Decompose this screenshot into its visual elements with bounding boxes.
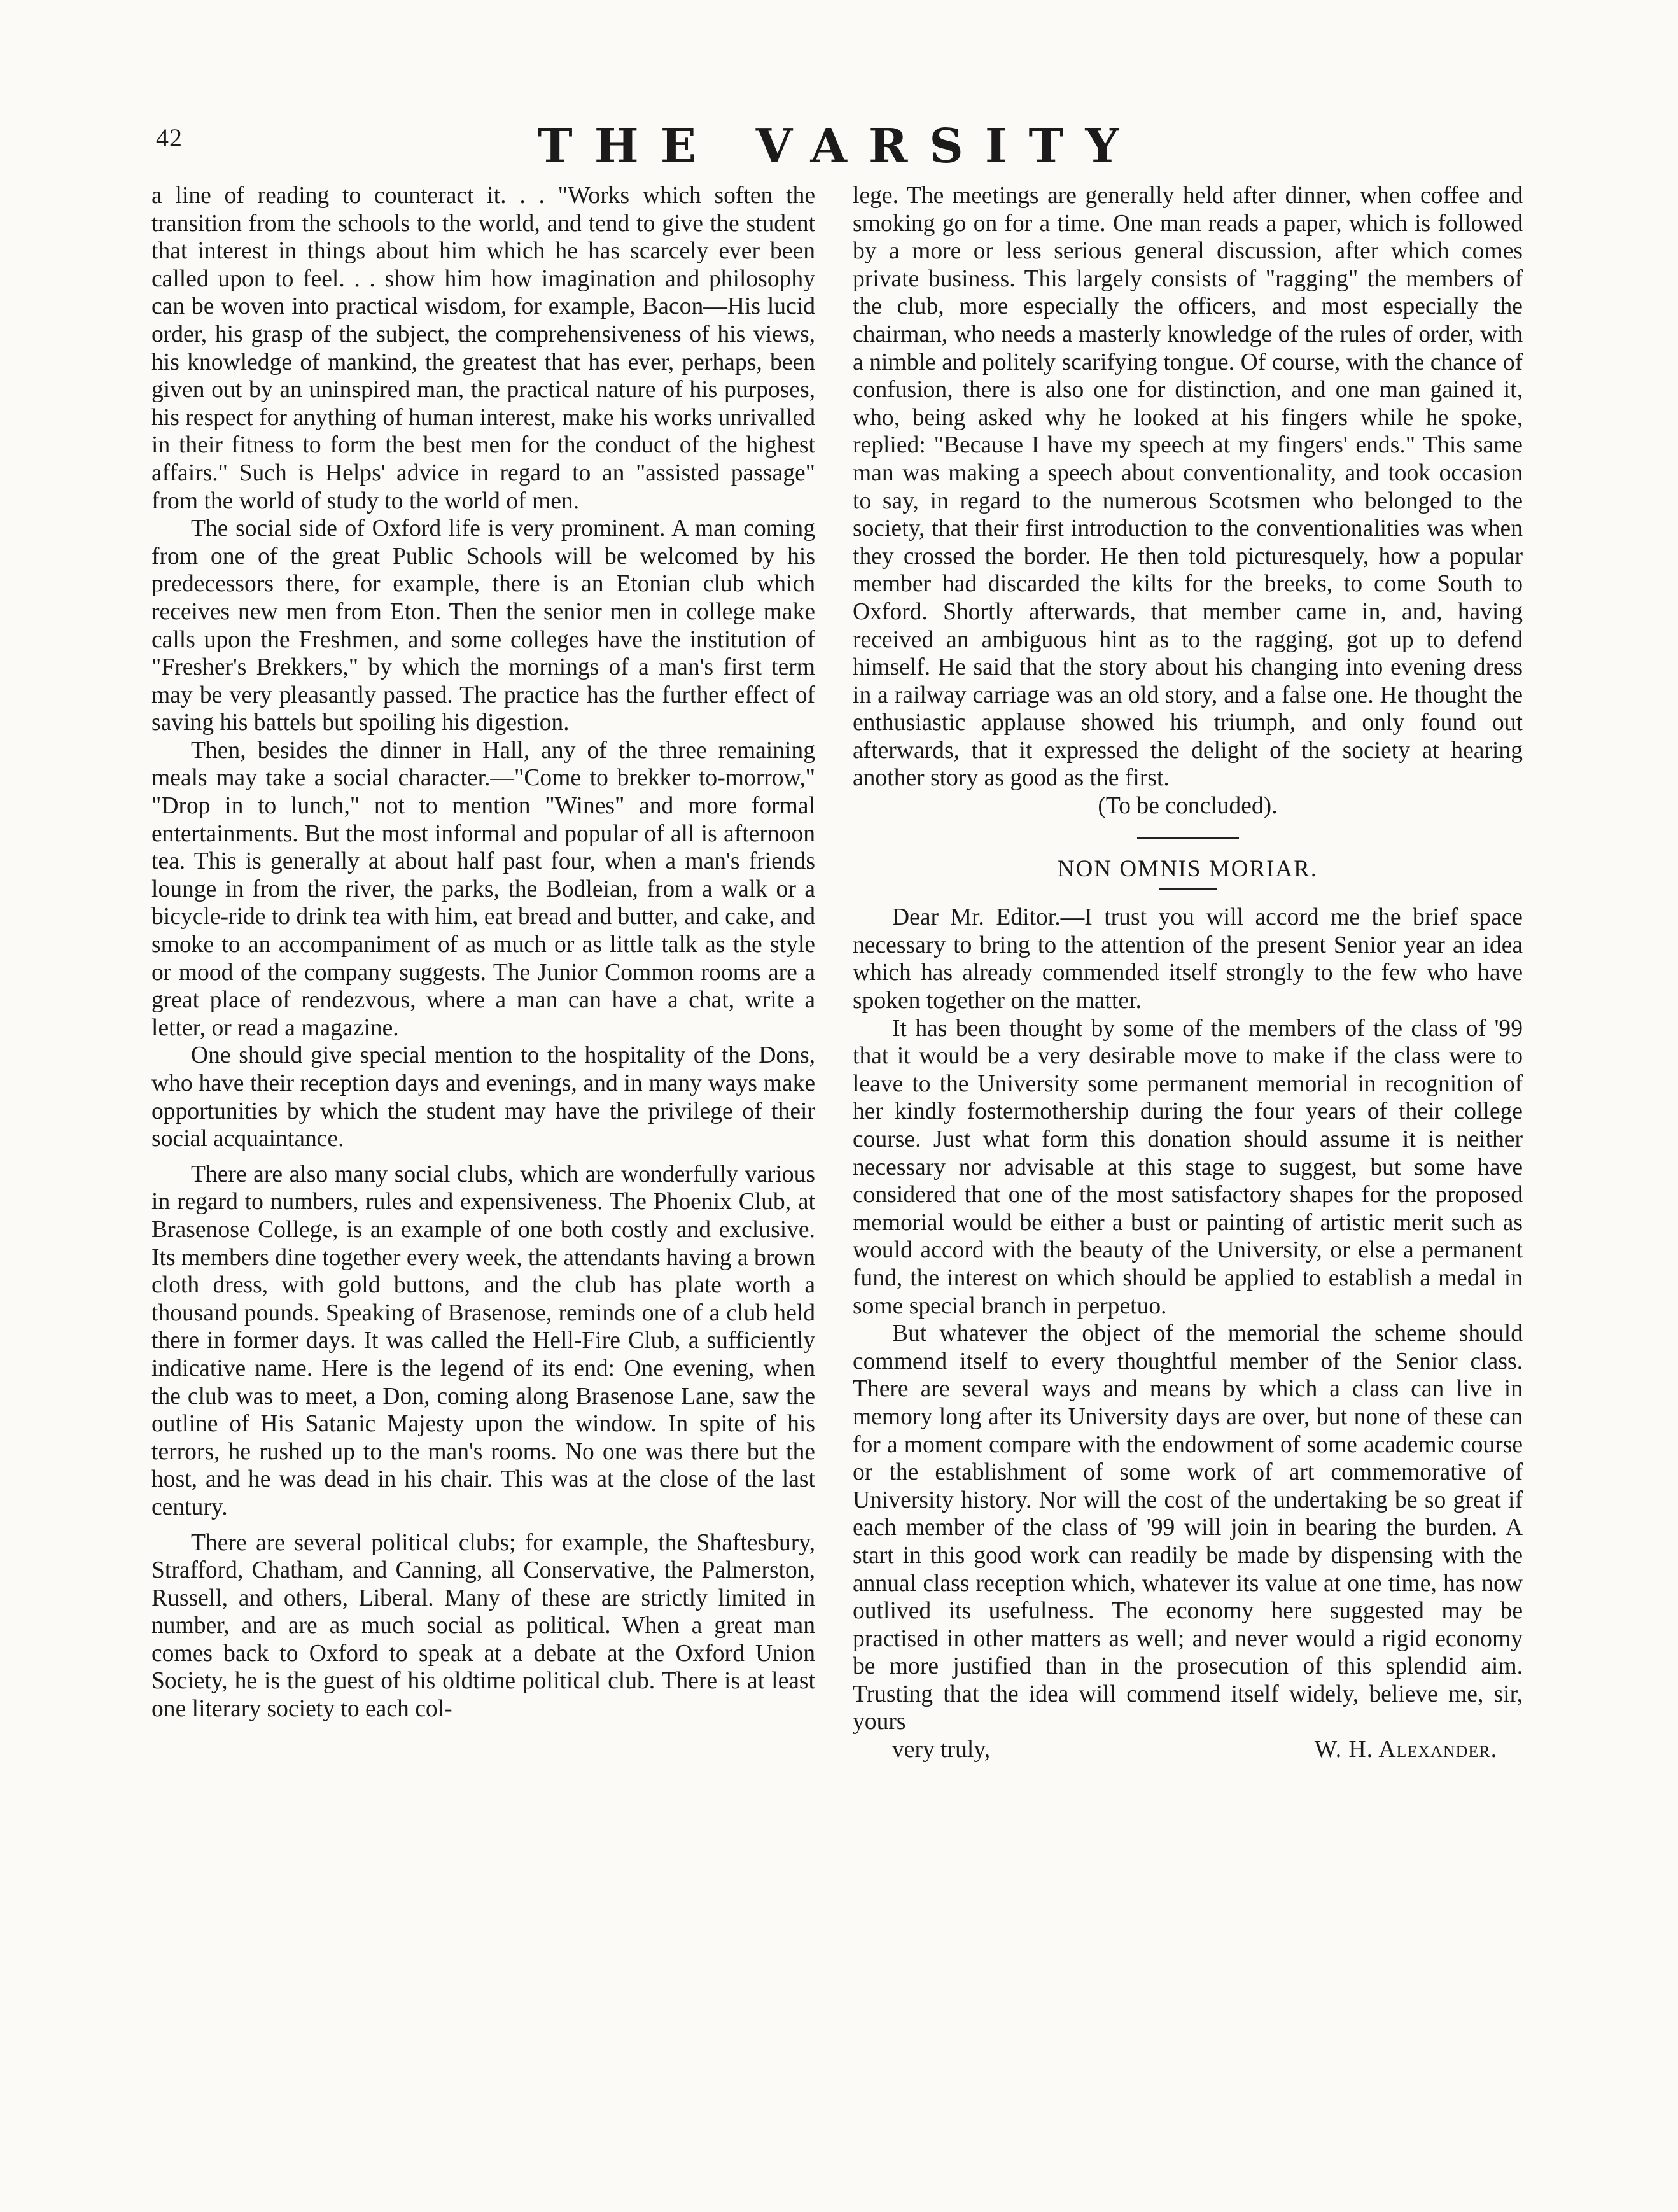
paragraph: lege. The meetings are generally held after dinner, when coffee and smoking go on for a time. One man reads a paper, which is followed by a more or less serious general discussion, after which comes private business. This largely consists of "ragging" the members of the club, more especially the officers, and most especially the chairman, who needs a masterly knowledge of the rules of order, with a nimble and politely scarifying tongue. Of course, with the chance of confusion, there is also one for distinction, and one man gained it, who, being asked why he looked at his fingers while he spoke, replied: "Because I have my speech at my fingers' ends." This same man was making a speech about conventionality, and took occasion to say, in regard to the numerous Scotsmen who belonged to the society, that their first introduction to the conventionalities was when they crossed the border. He then told picturesquely, how a popular member had discarded the kilts for the breeks, to come South to Oxford. Shortly afterwards, that member came in, and, having received an ambiguous hint as to the ragging, got up to defend himself. He said that the story about his changing into evening dress in a railway carriage was an old story, and a false one. He thought the enthusiastic applause showed his triumph, and only found out afterwards, that it expressed the delight of the society at hearing another story as good as the first.: [853, 183, 1523, 792]
masthead-title: THE VARSITY: [537, 119, 1141, 174]
paragraph: But whatever the object of the memorial the scheme should commend itself to every thoughtful member of the Senior class. There are several ways and means by which a class can live in memory long after its University days are over, but none of these can for a moment compare with the endowment of some academic course or the establishment of some work of art commemorative of University history. Nor will the cost of the undertaking be so great if each member of the class of '99 will join in bearing the burden. A start in this good work can readily be made by dispensing with the annual class reception which, whatever its value at one time, has now outlived its usefulness. The economy here suggested may be practised in other matters as well; and never would a rigid economy be more justified than in the prosecution of this splendid aim. Trusting that the idea will commend itself widely, believe me, sir, yours: [853, 1320, 1523, 1735]
article-title: NON OMNIS MORIAR.: [1057, 855, 1318, 882]
page-header: [146, 118, 1532, 175]
paragraph: Then, besides the dinner in Hall, any of the three remaining meals may take a social character.—"Come to brekker to-morrow," "Drop in to lunch," not to mention "Wines" and more formal entertainments. But the most informal and popular of all is afternoon tea. This is generally at about half past four, when a man's friends lounge in from the river, the parks, the Bodleian, from a walk or a bicycle-ride to drink tea with him, eat bread and butter, and cake, and smoke to an accompaniment of as much or as little talk as the style or mood of the company suggests. The Junior Common rooms are a great place of rendezvous, where a man can have a chat, write a letter, or read a magazine.: [151, 737, 815, 1041]
paragraph: Dear Mr. Editor.—I trust you will accord me the brief space necessary to bring to the attention of the present Senior year an idea which has already commended itself strongly to the few who have spoken together on the matter.: [853, 904, 1523, 1014]
page-number: 42: [156, 123, 183, 152]
paragraph: It has been thought by some of the members of the class of '99 that it would be a very desirable move to make if the class were to leave to the University some permanent memorial in recognition of her kindly fostermothership during the four years of their college course. Just what form this donation should assume it is neither necessary nor advisable at this stage to suggest, but some have considered that one of the most satisfactory shapes for the proposed memorial would be either a bust or painting of artistic merit such as would accord with the beauty of the University, or else a permanent fund, the interest on which should be applied to establish a medal in some special branch in perpetuo.: [853, 1015, 1523, 1319]
left-column: [151, 182, 815, 1723]
paragraph: There are several political clubs; for example, the Shaftesbury, Strafford, Chatham, and Canning, all Conservative, the Palmerston, Russell, and others, Liberal. Many of these are strictly limited in number, and are as much social as political. When a great man comes back to Oxford to speak at a debate at the Oxford Union Society, he is the guest of his oldtime political club. There is at least one literary society to each col-: [151, 1529, 815, 1723]
paragraph: a line of reading to counteract it. . . "Works which soften the transition from the schools to the world, and tend to give the student that interest in things about him which he has scarcely ever been called upon to feel. . . show him how imagination and philosophy can be woven into practical wisdom, for example, Bacon—His lucid order, his grasp of the subject, the comprehensiveness of his views, his knowledge of mankind, the greatest that has ever, perhaps, been given out by an uninspired man, the practical nature of his purposes, his respect for anything of human interest, make his works unrivalled in their fitness to form the best men for the conduct of the highest affairs." Such is Helps' advice in regard to an "assisted passage" from the world of study to the world of men.: [151, 183, 815, 514]
letter-closing: [853, 1736, 1523, 1764]
to-be-concluded-note: (To be concluded).: [1098, 793, 1278, 820]
section-divider: [1137, 837, 1239, 839]
signature: W. H. Alexander.: [1314, 1737, 1497, 1763]
title-underline: [1159, 888, 1217, 890]
paragraph: The social side of Oxford life is very prominent. A man coming from one of the great Public Schools will be welcomed by his predecessors there, for example, there is an Etonian club which receives new men from Eton. Then the senior men in college make calls upon the Freshmen, and some colleges have the institution of "Fresher's Brekkers," by which the mornings of a man's first term may be very pleasantly passed. The practice has the further effect of saving his battels but spoiling his digestion.: [151, 515, 815, 736]
closing-text: very truly,: [892, 1737, 991, 1763]
paragraph: One should give special mention to the hospitality of the Dons, who have their reception days and evenings, and in many ways make opportunities by which the student may have the privilege of their social acquaintance.: [151, 1042, 815, 1152]
right-column: [853, 182, 1523, 1764]
paragraph: There are also many social clubs, which are wonderfully various in regard to numbers, rules and expensiveness. The Phoenix Club, at Brasenose College, is an example of one both costly and exclusive. Its members dine together every week, the attendants having a brown cloth dress, with gold buttons, and the club has plate worth a thousand pounds. Speaking of Brasenose, reminds one of a club held there in former days. It was called the Hell-Fire Club, a sufficiently indicative name. Here is the legend of its end: One evening, when the club was to meet, a Don, coming along Brasenose Lane, saw the outline of His Satanic Majesty upon the window. In spite of his terrors, he rushed up to the man's rooms. No one was there but the host, and he was dead in his chair. This was at the close of the last century.: [151, 1161, 815, 1520]
